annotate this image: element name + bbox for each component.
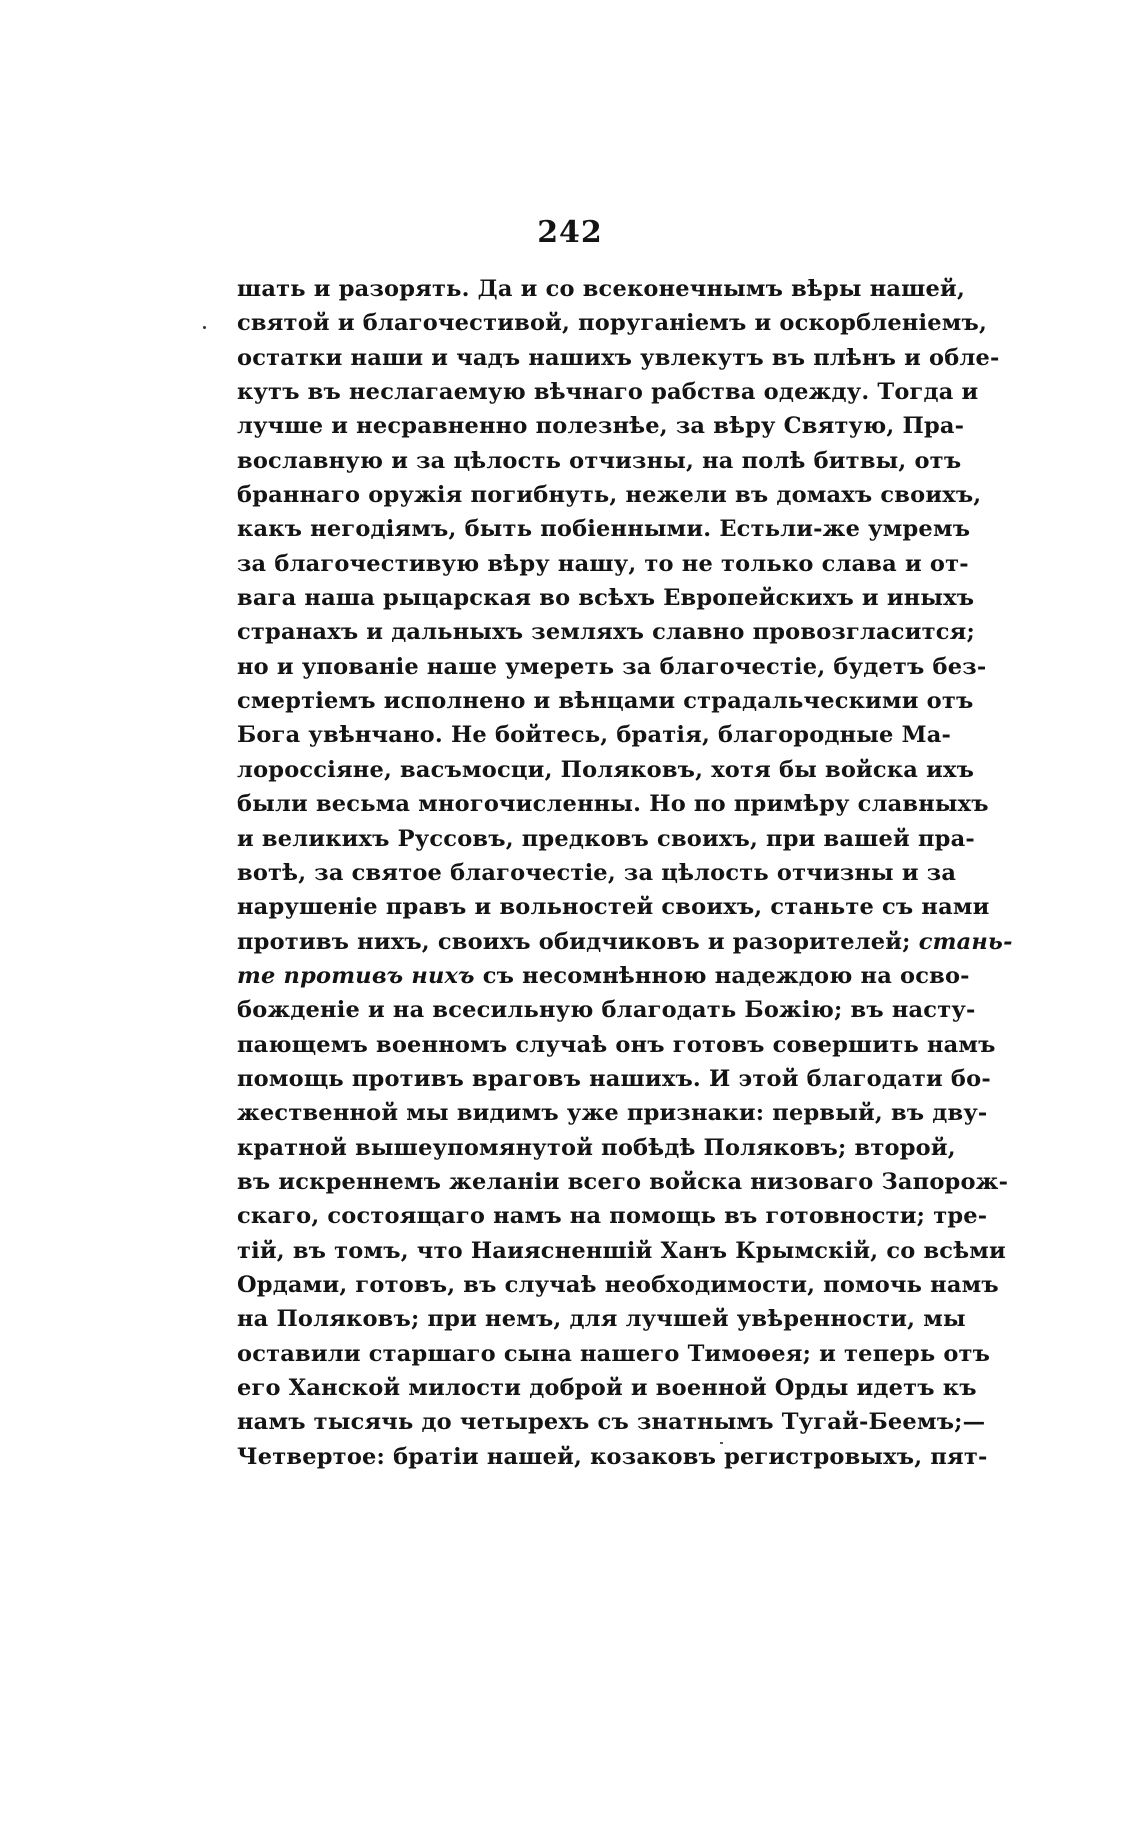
text-line: были весьма многочисленны. Но по примѣру славныхъ [237,791,989,818]
text-run: противъ нихъ, своихъ обидчиковъ и разорителей; [237,928,919,955]
text-line: лороссіяне, васъмосци, Поляковъ, хотя бы войска ихъ [237,756,975,783]
text-line: браннаго оружія погибнуть, нежели въ домахъ своихъ, [237,482,982,509]
text-line: вага наша рыцарская во всѣхъ Европейскихъ и иныхъ [237,585,975,612]
italic-run: те противъ нихъ [237,962,475,989]
text-line: остатки наши и чадъ нашихъ увлекутъ въ плѣнъ и облe- [237,344,1000,371]
text-line: Четвертое: братіи нашей, козаковъ регистровыхъ, пят- [237,1443,988,1470]
text-line: Бога увѣнчано. Не бойтесь, братія, благородные Ма- [237,722,952,749]
text-line: вославную и за цѣлость отчизны, на полѣ битвы, отъ [237,447,962,474]
text-line: намъ тысячь до четырехъ съ знатнымъ Тугай-Беемъ;— [237,1409,986,1436]
italic-run: стань- [918,928,1013,955]
text-line: какъ негодіямъ, быть побіенными. Естьли-же умремъ [237,516,971,543]
text-line: вотѣ, за святое благочестіе, за цѣлость отчизны и за [237,859,957,886]
text-line: Ордами, готовъ, въ случаѣ необходимости, помочь намъ [237,1271,999,1298]
text-line: но и упованіе наше умереть за благочестіе, будетъ без- [237,653,987,680]
text-line: смертіемъ исполнено и вѣнцами страдальческими отъ [237,688,974,715]
text-line: кутъ въ неслагаемую вѣчнаго рабства одежду. Тогда и [237,379,979,406]
text-line: скаго, состоящаго намъ на помощь въ готовности; тре- [237,1203,988,1230]
text-line: кратной вышеупомянутой побѣдѣ Поляковъ; второй, [237,1134,956,1161]
text-line: святой и благочестивой, поруганіемъ и оскорбленіемъ, [237,310,988,337]
text-line: шать и разорять. Да и со всеконечнымъ вѣры нашей, [237,276,965,302]
text-line: божденіе и на всесильную благодать Божію; въ насту- [237,997,976,1024]
text-line: странахъ и дальныхъ земляхъ славно провозгласится; [237,619,975,646]
text-line: лучше и несравненно полезнѣе, за вѣру Святую, Пра- [237,413,965,440]
page-number: 242 [537,215,603,250]
text-line: и великихъ Руссовъ, предковъ своихъ, при вашей пра- [237,825,975,852]
text-line: пающемъ военномъ случаѣ онъ готовъ совершить намъ [237,1031,996,1058]
text-line: жественной мы видимъ уже признаки: первый, въ дву- [237,1100,988,1127]
text-line: тій, въ томъ, что Наиясненшій Ханъ Крымскій, со всѣми [237,1237,1006,1264]
text-line: въ искреннемъ желаніи всего войска низоваго Запорож- [237,1168,1009,1195]
text-line: помощь противъ враговъ нашихъ. И этой благодати бо- [237,1065,991,1092]
text-line: его Ханской милости доброй и военной Орды идетъ къ [237,1375,977,1401]
body-text [237,272,1013,1474]
print-speck [720,1442,723,1444]
margin-dot [203,326,206,329]
text-run: съ несомнѣнною надеждою на осво- [474,962,970,989]
text-line-with-italic [237,959,970,993]
text-line: за благочестивую вѣру нашу, то не только слава и от- [237,550,969,577]
text-line: на Поляковъ; при немъ, для лучшей увѣренности, мы [237,1306,966,1333]
text-line-with-italic [237,925,1013,959]
text-line: оставили старшаго сына нашего Тимоѳея; и теперь отъ [237,1340,991,1367]
text-line: нарушеніе правъ и вольностей своихъ, станьте съ нами [237,894,990,921]
